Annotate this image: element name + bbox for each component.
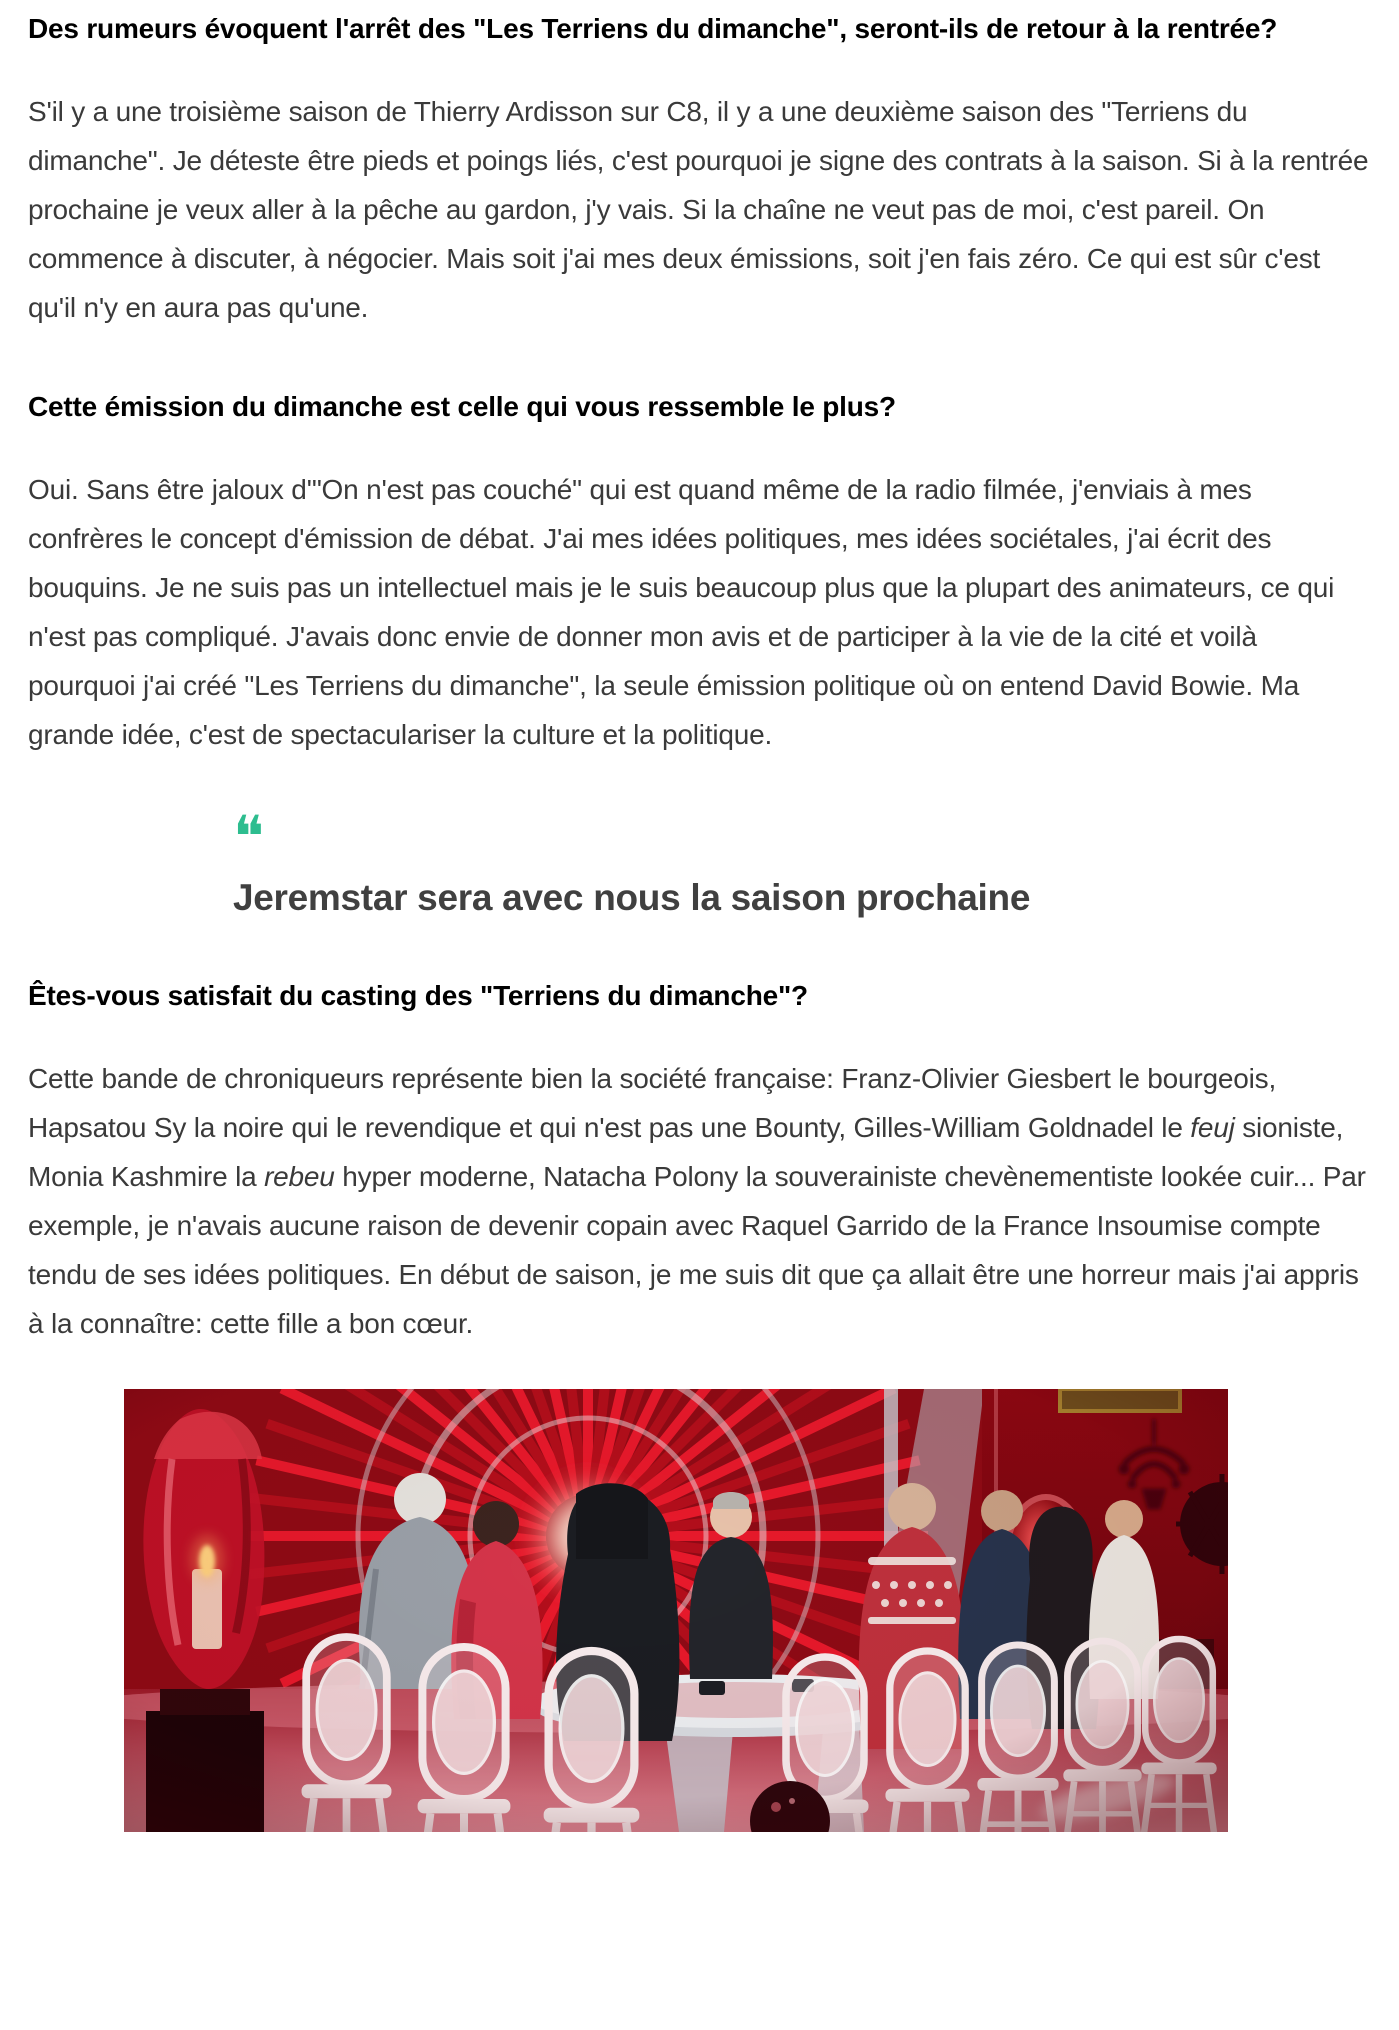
pull-quote-text: Jeremstar sera avec nous la saison prochaine <box>233 877 1031 918</box>
studio-photo <box>124 1389 1228 1832</box>
studio-photo-illustration <box>124 1389 1228 1832</box>
article-question-3: Êtes-vous satisfait du casting des "Terriens du dimanche"? <box>28 980 808 1011</box>
article-paragraph-3: Cette bande de chroniqueurs représente bien la société française: Franz-Olivier Giesbert le bourgeois, Hapsatou Sy la noire qui le revendique et qui n'est pas une Bounty, Gilles-William Goldnadel le feuj sioniste, Monia Kashmire la rebeu hyper moderne, Natacha Polony la souverainiste chevènementiste lookée cuir... Par exemple, je n'avais aucune raison de devenir copain avec Raquel Garrido de la France Insoumise compte tendu de ses idées politiques. En début de saison, je me suis dit que ça allait être une horreur mais j'ai appris à la connaître: cette fille a bon cœur. <box>28 1063 1366 1339</box>
pull-quote <box>233 803 1371 921</box>
article-question-1: Des rumeurs évoquent l'arrêt des "Les Terriens du dimanche", seront-ils de retour à la rentrée? <box>28 13 1278 44</box>
article-question-2: Cette émission du dimanche est celle qui vous ressemble le plus? <box>28 391 896 422</box>
article-paragraph-1: S'il y a une troisième saison de Thierry Ardisson sur C8, il y a une deuxième saison des "Terriens du dimanche". Je déteste être pieds et poings liés, c'est pourquoi je signe des contrats à la saison. Si à la rentrée prochaine je veux aller à la pêche au gardon, j'y vais. Si la chaîne ne veut pas de moi, c'est pareil. On commence à discuter, à négocier. Mais soit j'ai mes deux émissions, soit j'en fais zéro. Ce qui est sûr c'est qu'il n'y en aura pas qu'une. <box>28 96 1369 323</box>
article-paragraph-2: Oui. Sans être jaloux d'"On n'est pas couché" qui est quand même de la radio filmée, j'enviais à mes confrères le concept d'émission de débat. J'ai mes idées politiques, mes idées sociétales, j'ai écrit des bouquins. Je ne suis pas un intellectuel mais je le suis beaucoup plus que la plupart des animateurs, ce qui n'est pas compliqué. J'avais donc envie de donner mon avis et de participer à la vie de la cité et voilà pourquoi j'ai créé "Les Terriens du dimanche", la seule émission politique où on entend David Bowie. Ma grande idée, c'est de spectaculariser la culture et la politique. <box>28 474 1335 750</box>
quote-marks-icon: ❝ <box>233 803 263 871</box>
